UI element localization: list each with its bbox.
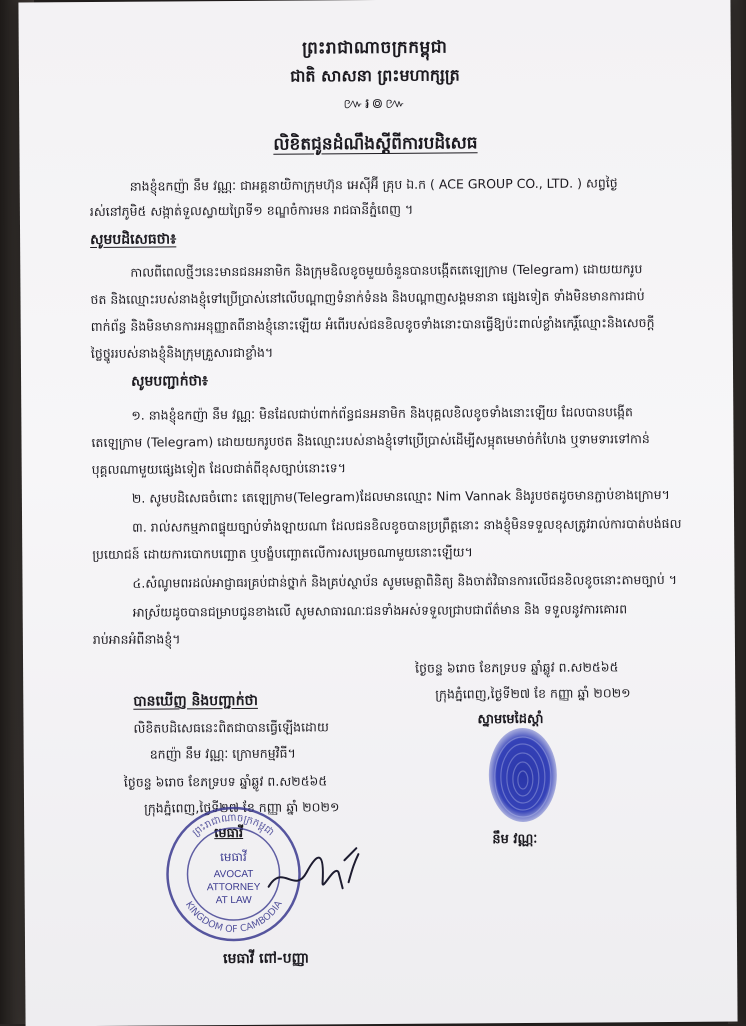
- confirm-item-1-line-2: តេឡេក្រាម (Telegram) ដោយយករូបថត និងឈ្មោះរបស់នាងខ្ញុំទៅប្រើប្រាស់ដើម្បីសម្អុតមេមាច់កំហែង ឬទាមទារទៅកាន់: [91, 431, 650, 450]
- national-motto: ជាតិ សាសនា ព្រះមហាក្សត្រ: [290, 65, 460, 86]
- right-lunar-date: ថ្ងៃចន្ទ ៦រោច ខែភទ្របទ ឆ្នាំឆ្លូវ ព.ស២៥៦៥: [415, 659, 619, 676]
- right-solar-date: ក្រុងភ្នំពេញ,ថ្ងៃទី២៧ ខែ កញ្ញា ឆ្នាំ ២០២១: [435, 685, 631, 702]
- ornament-divider: ៚៛៙៚: [343, 95, 408, 113]
- deny-line-1: កាលពីពេលថ្មីៗនេះមានជនអនាមិក និងក្រុមឧិលខូចមួយចំនួនបានបង្កើតតេឡេក្រាម (Telegram) ដោយយករូប: [130, 261, 643, 280]
- closing-line-2: រាប់អានអំពីនាងខ្ញុំ។: [92, 631, 181, 647]
- lawyer-signature: [264, 842, 360, 903]
- intro-line-2: រស់នៅភូមិ៥ សង្កាត់ទួលស្វាយព្រៃទី១ ខណ្ឌចំការមន រាជធានីភ្នំពេញ ។: [89, 201, 414, 220]
- verification-line-1: លិខិតបដិសេធនេះពិតជាបានធ្វើឡើងដោយ: [133, 719, 329, 736]
- verification-heading: បានឃើញ និងបញ្ជាក់ថា: [133, 692, 258, 710]
- lawyer-name: មេធាវី ពៅ-បញ្ញា: [223, 950, 310, 968]
- seal-at-law: AT LAW: [215, 894, 252, 907]
- confirm-item-2: ២. សូមបដិសេធចំពោះ តេឡេក្រាម(Telegram)ដែលមានឈ្មោះ Nim Vannak និងរូបថតដូចមានភ្ជាប់ខាងក្រោម។: [131, 486, 670, 506]
- lawyer-title: មេធាវី: [214, 825, 244, 842]
- thumbprint-image: [483, 721, 562, 826]
- verification-line-2: ឧកញ៉ា នឹម វណ្ណៈ ក្រោមកម្មវិធី។: [149, 745, 296, 762]
- verification-lunar-date: ថ្ងៃចន្ទ ៦រោច ខែភទ្របទ ឆ្នាំឆ្លូវ ព.ស២៥៦៥: [123, 773, 328, 790]
- seal-attorney: ATTORNEY: [206, 881, 261, 894]
- kingdom-heading: ព្រះរាជាណាចក្រកម្ពុជា: [302, 37, 448, 59]
- deny-line-4: ថ្លៃថ្នូររបស់នាងខ្ញុំនិងក្រុមគ្រួសារជាខ្លាំង។: [90, 344, 274, 362]
- seal-avocat: AVOCAT: [213, 868, 254, 881]
- confirm-item-1-line-3: បុគ្គលណាមួយផ្សេងទៀត ដែលជាត់ពីខុសច្បាប់នោះទេ។: [91, 460, 346, 477]
- seal-bottom-text: KINGDOM OF CAMBODIA: [182, 898, 285, 936]
- seal-center-khmer: មេធាវី: [220, 849, 247, 865]
- section-confirm-heading: សូមបញ្ជាក់ថា៖: [131, 373, 209, 390]
- thumbprint-label: ស្នាមមេដៃស្តាំ: [477, 711, 544, 728]
- section-deny-heading: សូមបដិសេធថា៖: [90, 231, 177, 249]
- verification-solar-date: ក្រុងភ្នំពេញ,ថ្ងៃទី២៧ ខែ កញ្ញា ឆ្នាំ ២០២១: [144, 799, 340, 816]
- deny-line-2: ថត និងឈ្មោះរបស់នាងខ្ញុំទៅប្រើប្រាស់នៅលើបណ្តាញទំនាក់ទំនង និងបណ្តាញសង្គមនានា ផ្សេងទៀត ទាំងមិនមានការជាប់: [90, 288, 645, 308]
- confirm-item-1-line-1: ១. នាងខ្ញុំឧកញ៉ា នឹម វណ្ណៈ មិនដែលជាប់ពាក់ព័ន្ធជនអនាមិក និងបុគ្គលខិលខូចទាំងនោះឡើយ ដែលបានបង្កើត: [131, 404, 633, 423]
- confirm-item-4: ៤.សំណូមពរដល់អាជ្ញាធរគ្រប់ជាន់ថ្នាក់ និងគ្រប់ស្ថាប័ន សូមមេត្តាពិនិត្យ និងចាត់វិធានការលើជនខិលខូចនោះតាមច្បាប់ ។: [132, 571, 678, 591]
- intro-line-1: នាងខ្ញុំឧកញ៉ា នឹម វណ្ណៈ ជាអគ្គនាយិកាក្រុមហ៊ុន អេស៊ីអ៊ី គ្រុប ឯ.ក ( ACE GROUP CO., LTD. ) សព្វថ្ងៃ: [129, 175, 618, 194]
- document-title: លិខិតជូនដំណឹងស្តីពីការបដិសេធ: [273, 133, 478, 155]
- deny-line-3: ពាក់ព័ន្ធ និងមិនមានការអនុញ្ញាតពីនាងខ្ញុំនោះឡើយ អំពើរបស់ជនខិលខូចទាំងនោះបានធ្វើឱ្យប៉ះពាល់ខ្លាំងកេរ្តិ៍ឈ្មោះនិងសេចក្តី: [90, 315, 655, 335]
- closing-line-1: អាស្រ័យដូចបានជម្រាបជូនខាងលើ សូមសាធារណៈជនទាំងអស់ទទួលជ្រាបជាព័ត៌មាន និង ទទួលនូវការគោរព: [132, 601, 628, 620]
- confirm-item-3-line-1: ៣. រាល់សកម្មភាពផ្ទុយច្បាប់ទាំងឡាយណា ដែលជនខិលខូចបានប្រព្រឹត្តនោះ នាងខ្ញុំមិនទទួលខុសត្រូវរាល់ការបាត់បង់ផល: [132, 515, 682, 535]
- seal-top-text: ព្រះរាជាណាចក្រកម្ពុជា: [190, 812, 276, 839]
- signatory-name: នឹម វណ្ណៈ: [492, 831, 538, 848]
- document-page: [18, 0, 737, 1026]
- confirm-item-3-line-2: ប្រយោជន៍ ដោយការបោកបញ្ឆោត ឬបង្ខំបញ្ឆោតលើការសម្រេចណាមួយនោះឡើយ។: [92, 544, 473, 562]
